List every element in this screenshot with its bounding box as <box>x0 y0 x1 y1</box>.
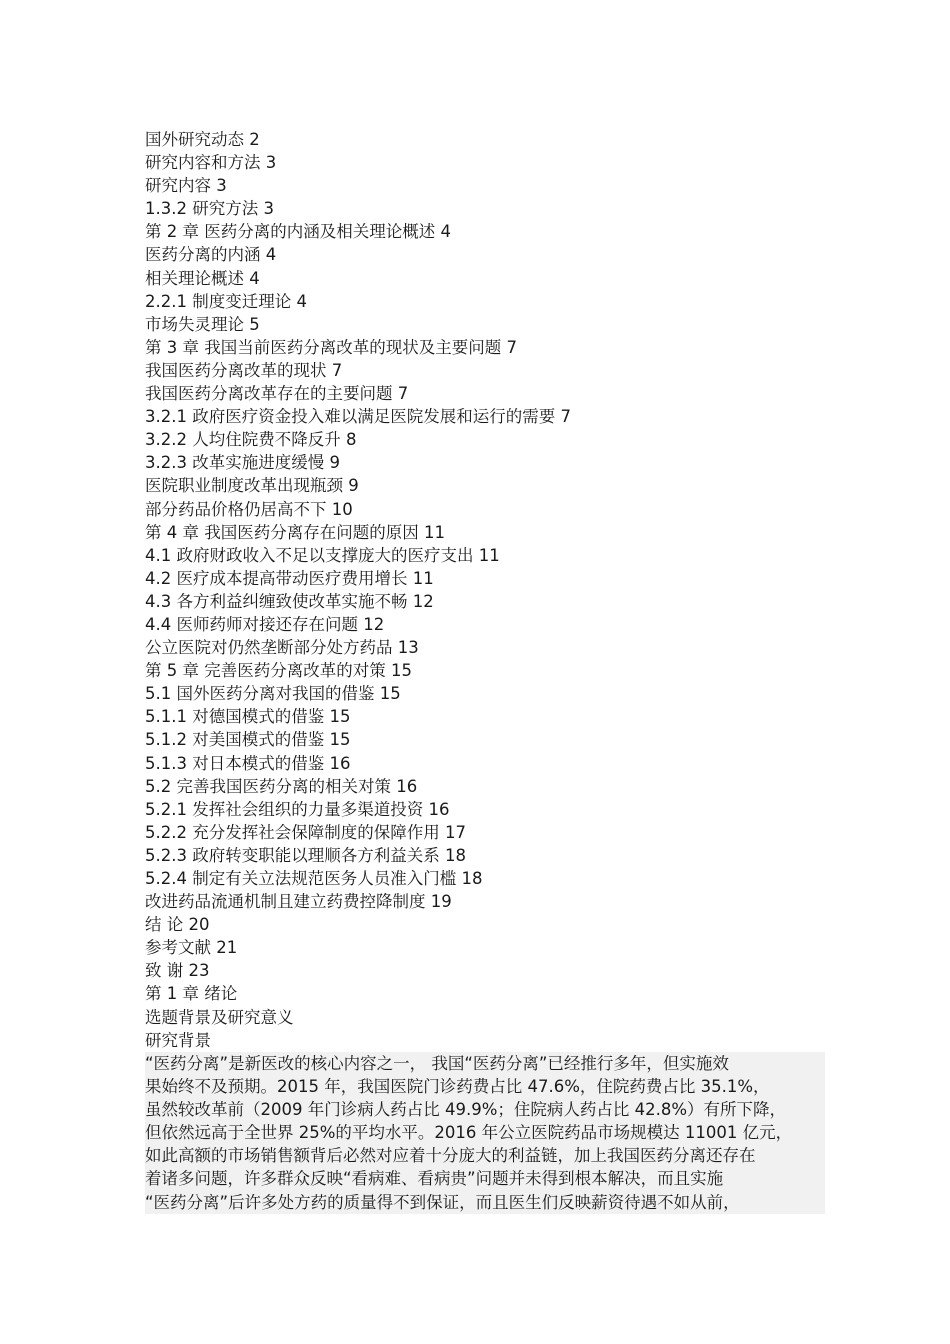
paragraph-line-text: “医药分离”后许多处方药的质量得不到保证，而且医生们反映薪资待遇不如从前， <box>145 1192 740 1212</box>
toc-entry[interactable]: 研究内容 3 <box>145 176 227 196</box>
toc-entry[interactable]: 第 5 章 完善医药分离改革的对策 15 <box>145 661 412 681</box>
toc-entry[interactable]: 5.2 完善我国医药分离的相关对策 16 <box>145 776 418 796</box>
toc-entry[interactable]: 参考文献 21 <box>145 938 238 958</box>
toc-entry[interactable]: 4.4 医师药师对接还存在问题 12 <box>145 614 385 634</box>
toc-entry[interactable]: 我国医药分离改革存在的主要问题 7 <box>145 384 409 404</box>
toc-entry[interactable]: 改进药品流通机制且建立药费控降制度 19 <box>145 892 452 912</box>
chapter-heading: 第 1 章 绪论 <box>145 984 238 1004</box>
paragraph-line <box>145 1191 825 1214</box>
toc-entry[interactable]: 3.2.3 改革实施进度缓慢 9 <box>145 453 340 473</box>
toc-entry[interactable]: 公立医院对仍然垄断部分处方药品 13 <box>145 638 419 658</box>
paragraph-line-text: 但依然远高于全世界 25%的平均水平。2016 年公立医院药品市场规模达 11001 亿元， <box>145 1123 793 1143</box>
toc-entry[interactable]: 致 谢 23 <box>145 961 210 981</box>
paragraph-line-text: “医药分离”是新医改的核心内容之一， 我国“医药分离”已经推行多年，但实施效 <box>145 1054 729 1073</box>
toc-entry[interactable]: 市场失灵理论 5 <box>145 314 260 334</box>
toc-entry[interactable]: 5.1.3 对日本模式的借鉴 16 <box>145 753 351 773</box>
paragraph-line <box>145 1167 825 1190</box>
toc-entry[interactable]: 部分药品价格仍居高不下 10 <box>145 499 353 519</box>
paragraph-line-text: 如此高额的市场销售额背后必然对应着十分庞大的利益链，加上我国医药分离还存在 <box>145 1146 756 1166</box>
toc-entry[interactable]: 我国医药分离改革的现状 7 <box>145 360 343 380</box>
toc-entry[interactable]: 5.1.2 对美国模式的借鉴 15 <box>145 730 351 750</box>
toc-entry[interactable]: 5.2.2 充分发挥社会保障制度的保障作用 17 <box>145 822 466 842</box>
toc-entry[interactable]: 2.2.1 制度变迁理论 4 <box>145 291 307 311</box>
toc-entry[interactable]: 3.2.1 政府医疗资金投入难以满足医院发展和运行的需要 7 <box>145 407 571 427</box>
toc-entry[interactable]: 4.1 政府财政收入不足以支撑庞大的医疗支出 11 <box>145 545 500 565</box>
toc-entry[interactable]: 5.1.1 对德国模式的借鉴 15 <box>145 707 351 727</box>
toc-entry[interactable]: 第 2 章 医药分离的内涵及相关理论概述 4 <box>145 222 451 242</box>
paragraph-line <box>145 1121 825 1144</box>
toc-entry[interactable]: 1.3.2 研究方法 3 <box>145 199 274 219</box>
toc-entry[interactable]: 3.2.2 人均住院费不降反升 8 <box>145 430 357 450</box>
paragraph-line <box>145 1144 825 1167</box>
section-heading: 选题背景及研究意义 <box>145 1007 294 1027</box>
toc-entry[interactable]: 5.2.3 政府转变职能以理顺各方利益关系 18 <box>145 845 466 865</box>
paragraph-line <box>145 1052 825 1075</box>
toc-entry[interactable]: 医药分离的内涵 4 <box>145 245 277 265</box>
toc-entry[interactable]: 第 4 章 我国医药分离存在问题的原因 11 <box>145 522 445 542</box>
paragraph-line-text: 虽然较改革前（2009 年门诊病人药占比 49.9%；住院病人药占比 42.8%）有所下降， <box>145 1100 787 1120</box>
toc-entry[interactable]: 4.2 医疗成本提高带动医疗费用增长 11 <box>145 568 434 588</box>
toc-entry[interactable]: 第 3 章 我国当前医药分离改革的现状及主要问题 7 <box>145 337 517 357</box>
paragraph-line-text: 着诸多问题，许多群众反映“看病难、看病贵”问题并未得到根本解决，而且实施 <box>145 1169 724 1189</box>
toc-entry[interactable]: 相关理论概述 4 <box>145 268 260 288</box>
toc-entry[interactable]: 结 论 20 <box>145 915 210 935</box>
paragraph-line-text: 果始终不及预期。2015 年，我国医院门诊药费占比 47.6%，住院药费占比 35.1%， <box>145 1077 770 1097</box>
toc-entry[interactable]: 5.2.4 制定有关立法规范医务人员准入门槛 18 <box>145 869 483 888</box>
toc-entry[interactable]: 医院职业制度改革出现瓶颈 9 <box>145 476 359 496</box>
toc-entry[interactable]: 研究内容和方法 3 <box>145 153 277 173</box>
paragraph-line <box>145 1075 825 1098</box>
toc-entry[interactable]: 4.3 各方利益纠缠致使改革实施不畅 12 <box>145 591 434 611</box>
toc-entry[interactable]: 5.1 国外医药分离对我国的借鉴 15 <box>145 684 401 704</box>
body-paragraph <box>145 1052 825 1214</box>
subsection-heading: 研究背景 <box>145 1030 211 1050</box>
toc-entry[interactable]: 5.2.1 发挥社会组织的力量多渠道投资 16 <box>145 799 450 819</box>
table-of-contents <box>145 128 845 1052</box>
paragraph-line <box>145 1098 825 1121</box>
toc-entry[interactable]: 国外研究动态 2 <box>145 130 260 149</box>
